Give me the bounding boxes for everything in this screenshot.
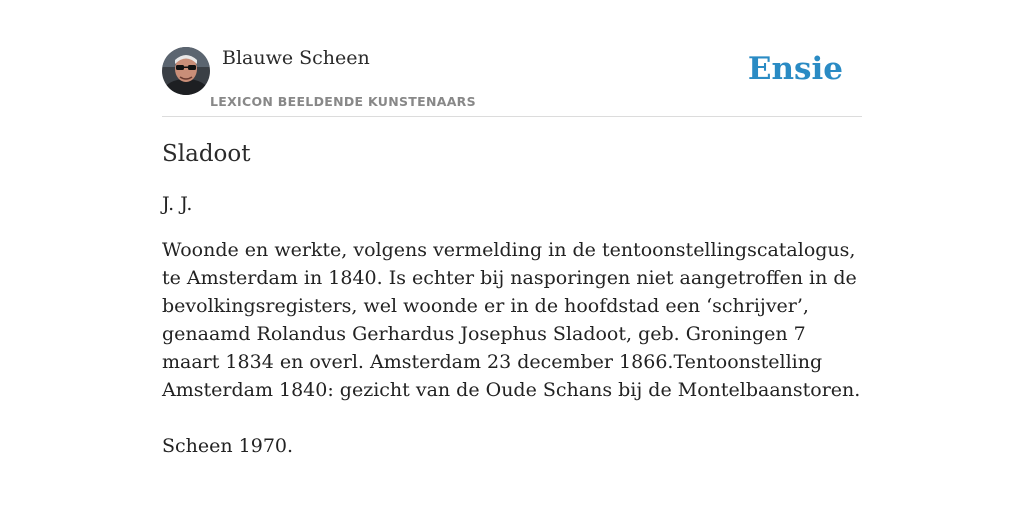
author-name[interactable]: Blauwe Scheen	[222, 47, 370, 69]
page-header	[162, 46, 862, 117]
article-body: Woonde en werkte, volgens vermelding in de tentoonstellingscatalogus, te Amsterdam in 1840. Is echter bij nasporingen niet aangetroffen in de bevolkingsregisters, wel woonde er in de hoofdstad een ‘schrijver’, genaamd Rolandus Gerhardus Josephus Sladoot, geb. Groningen 7 maart 1834 en overl. Amsterdam 23 december 1866.Tentoonstelling Amsterdam 1840: gezicht van de Oude Schans bij de Montelbaanstoren.	[162, 239, 861, 401]
article	[162, 138, 862, 460]
lexicon-label[interactable]: LEXICON BEELDENDE KUNSTENAARS	[210, 94, 476, 109]
ensie-logo[interactable]: Ensie	[747, 51, 843, 87]
article-subtitle: J. J.	[162, 193, 193, 215]
author-avatar[interactable]	[162, 47, 210, 95]
article-source: Scheen 1970.	[162, 435, 294, 457]
article-title: Sladoot	[162, 141, 251, 167]
user-avatar-icon	[162, 47, 210, 95]
